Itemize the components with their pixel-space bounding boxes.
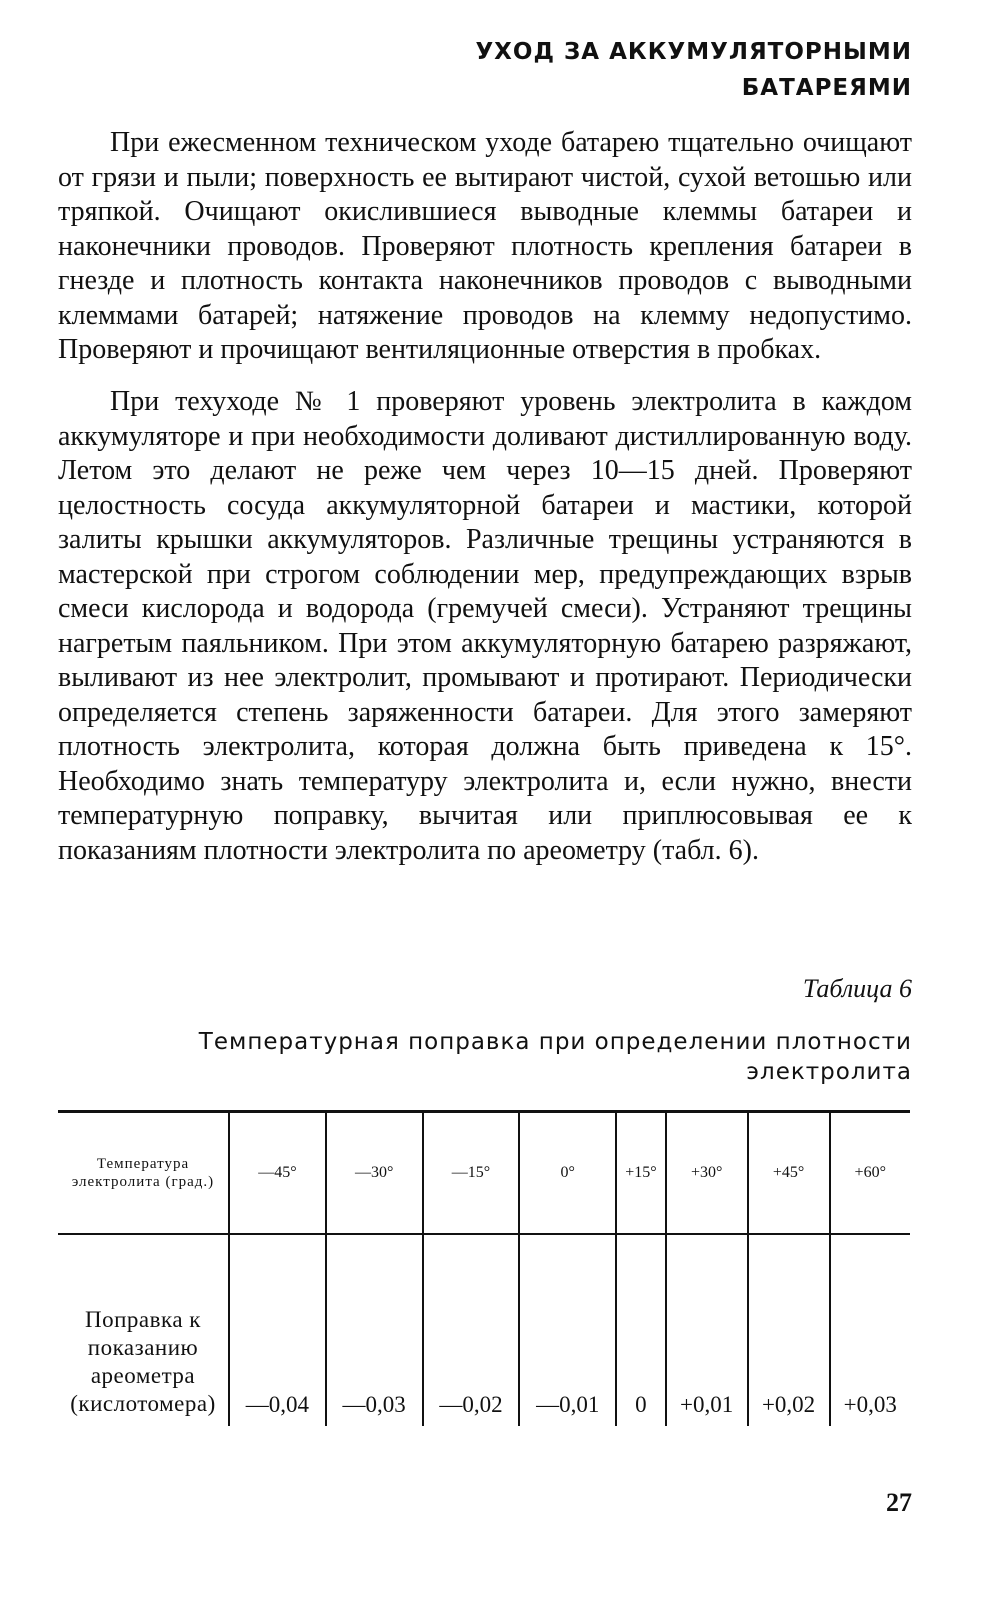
correction-cell: +0,03 <box>830 1234 910 1426</box>
temperature-cell: —30° <box>326 1112 423 1235</box>
table-row <box>58 1234 910 1426</box>
body-paragraph-2: При техуходе № 1 проверяют уровень электролита в каждом аккумуляторе и при необходимости доливают дистиллированную воду. Летом это делают не реже чем через 10—15 дней. Проверяют целостность сосуда аккумуляторной батареи и мастики, которой залиты крышки аккумуляторов. Различные трещины устраняются в мастерской при строгом соблюдении мер, предупреждающих взрыв смеси кислорода и водорода (гремучей смеси). Устраняют трещины нагретым паяльником. При этом аккумуляторную батарею разряжают, выливают из нее электролит, промывают и протирают. Периодически определяется степень заряженности батареи. Для этого замеряют плотность электролита, которая должна быть приведена к 15°. Необходимо знать температуру электролита и, если нужно, внести температурную поправку, вычитая или приплюсовывая ее к показаниям плотности электролита по ареометру (табл. 6). <box>58 386 912 866</box>
temperature-cell: —15° <box>423 1112 520 1235</box>
temperature-correction-table <box>58 1110 910 1426</box>
correction-cell: +0,02 <box>748 1234 830 1426</box>
temperature-cell: 0° <box>519 1112 616 1235</box>
temperature-cell: +45° <box>748 1112 830 1235</box>
page-number: 27 <box>886 1488 912 1517</box>
correction-cell: —0,04 <box>229 1234 326 1426</box>
body-paragraph-1: При ежесменном техническом уходе батарею тщательно очищают от грязи и пыли; поверхность ее вытирают чистой, сухой ветошью или тряпкой. Очищают окислившиеся выводные клеммы батареи и наконечники проводов. Проверяют плотность крепления батареи в гнезде и плотность контакта наконечников проводов с выводными клеммами батарей; натяжение проводов на клемму недопустимо. Проверяют и прочищают вентиляционные отверстия в пробках. <box>58 127 912 365</box>
temperature-cell: +30° <box>666 1112 748 1235</box>
header-label-cell: Температура электролита (град.) <box>58 1112 229 1235</box>
table-header-row <box>58 1112 910 1235</box>
temperature-cell: +15° <box>616 1112 666 1235</box>
correction-cell: +0,01 <box>666 1234 748 1426</box>
row-label-cell: Поправка к показанию ареометра (кислотомера) <box>70 1307 216 1416</box>
table-caption: Таблица 6 <box>802 974 912 1003</box>
section-heading-line-1: УХОД ЗА АККУМУЛЯТОРНЫМИ <box>475 39 912 65</box>
temperature-cell: —45° <box>229 1112 326 1235</box>
correction-cell: 0 <box>616 1234 666 1426</box>
correction-cell: —0,01 <box>519 1234 616 1426</box>
temperature-cell: +60° <box>830 1112 910 1235</box>
section-heading-line-2: БАТАРЕЯМИ <box>741 75 912 101</box>
table-title: Температурная поправка при определении плотности электролита <box>198 1029 912 1085</box>
correction-cell: —0,03 <box>326 1234 423 1426</box>
correction-cell: —0,02 <box>423 1234 520 1426</box>
section-heading <box>475 34 912 106</box>
